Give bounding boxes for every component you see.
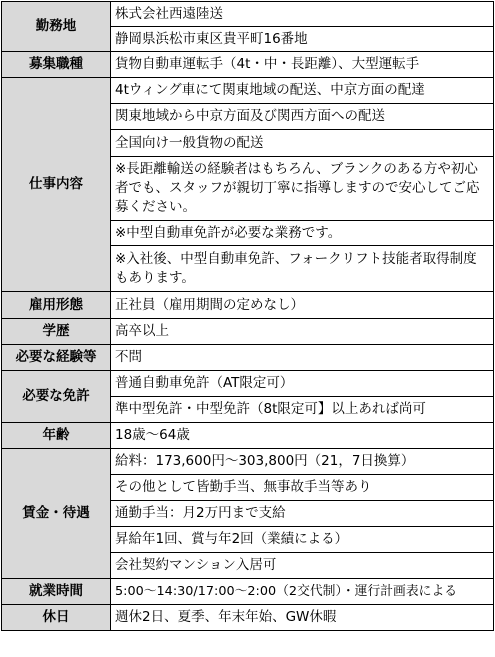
row-education	[2, 319, 494, 345]
value-license-1: 普通自動車免許（AT限定可）	[111, 371, 494, 397]
value-holidays: 週休2日、夏季、年末年始、GW休暇	[111, 605, 494, 631]
value-working-hours: 5:00～14:30/17:00～2:00（2交代制）・運行計画表による	[111, 579, 494, 605]
value-job-desc-5: ※中型自動車免許が必要な業務です。	[111, 221, 494, 246]
row-license	[2, 371, 494, 397]
label-job-type: 募集職種	[2, 52, 111, 78]
value-wages-3: 通勤手当：月2万円まで支給	[111, 501, 494, 527]
value-age: 18歳～64歳	[111, 423, 494, 449]
job-listing-table	[1, 1, 494, 631]
row-job-type	[2, 52, 494, 78]
label-age: 年齢	[2, 423, 111, 449]
value-company-name: 株式会社西遠陸送	[111, 2, 494, 27]
value-experience: 不問	[111, 345, 494, 371]
value-job-desc-1: 4tウィング車にて関東地域の配送、中京方面の配達	[111, 78, 494, 104]
value-wages-4: 昇給年1回、賞与年2回（業績による）	[111, 527, 494, 553]
value-education: 高卒以上	[111, 319, 494, 345]
value-license-2: 準中型免許・中型免許（8t限定可】以上あれば尚可	[111, 397, 494, 423]
row-working-hours	[2, 579, 494, 605]
label-job-description: 仕事内容	[2, 78, 111, 292]
row-employment-type	[2, 292, 494, 319]
label-education: 学歴	[2, 319, 111, 345]
row-work-location	[2, 2, 494, 27]
value-job-desc-6: ※入社後、中型自動車免許、フォークリフト技能者取得制度もあります。	[111, 246, 494, 292]
value-job-desc-2: 関東地域から中京方面及び関西方面への配送	[111, 104, 494, 130]
value-wages-1: 給料：173,600円～303,800円（21，7日換算）	[111, 449, 494, 475]
value-job-desc-4: ※長距離輸送の経験者はもちろん、ブランクのある方や初心者でも、スタッフが親切丁寧に指導しますので安心してご応募ください。	[111, 157, 494, 221]
value-address: 静岡県浜松市東区貴平町16番地	[111, 27, 494, 52]
value-wages-2: その他として皆勤手当、無事故手当等あり	[111, 475, 494, 501]
label-employment-type: 雇用形態	[2, 292, 111, 319]
label-wages: 賃金・待遇	[2, 449, 111, 579]
value-employment-type: 正社員（雇用期間の定めなし）	[111, 292, 494, 319]
label-working-hours: 就業時間	[2, 579, 111, 605]
value-wages-5: 会社契約マンション入居可	[111, 553, 494, 579]
value-job-type: 貨物自動車運転手（4t・中・長距離）、大型運転手	[111, 52, 494, 78]
row-wages	[2, 449, 494, 475]
row-job-description	[2, 78, 494, 104]
label-work-location: 勤務地	[2, 2, 111, 52]
label-experience: 必要な経験等	[2, 345, 111, 371]
label-license: 必要な免許	[2, 371, 111, 423]
row-age	[2, 423, 494, 449]
value-job-desc-3: 全国向け一般貨物の配送	[111, 130, 494, 157]
row-holidays	[2, 605, 494, 631]
row-experience	[2, 345, 494, 371]
label-holidays: 休日	[2, 605, 111, 631]
